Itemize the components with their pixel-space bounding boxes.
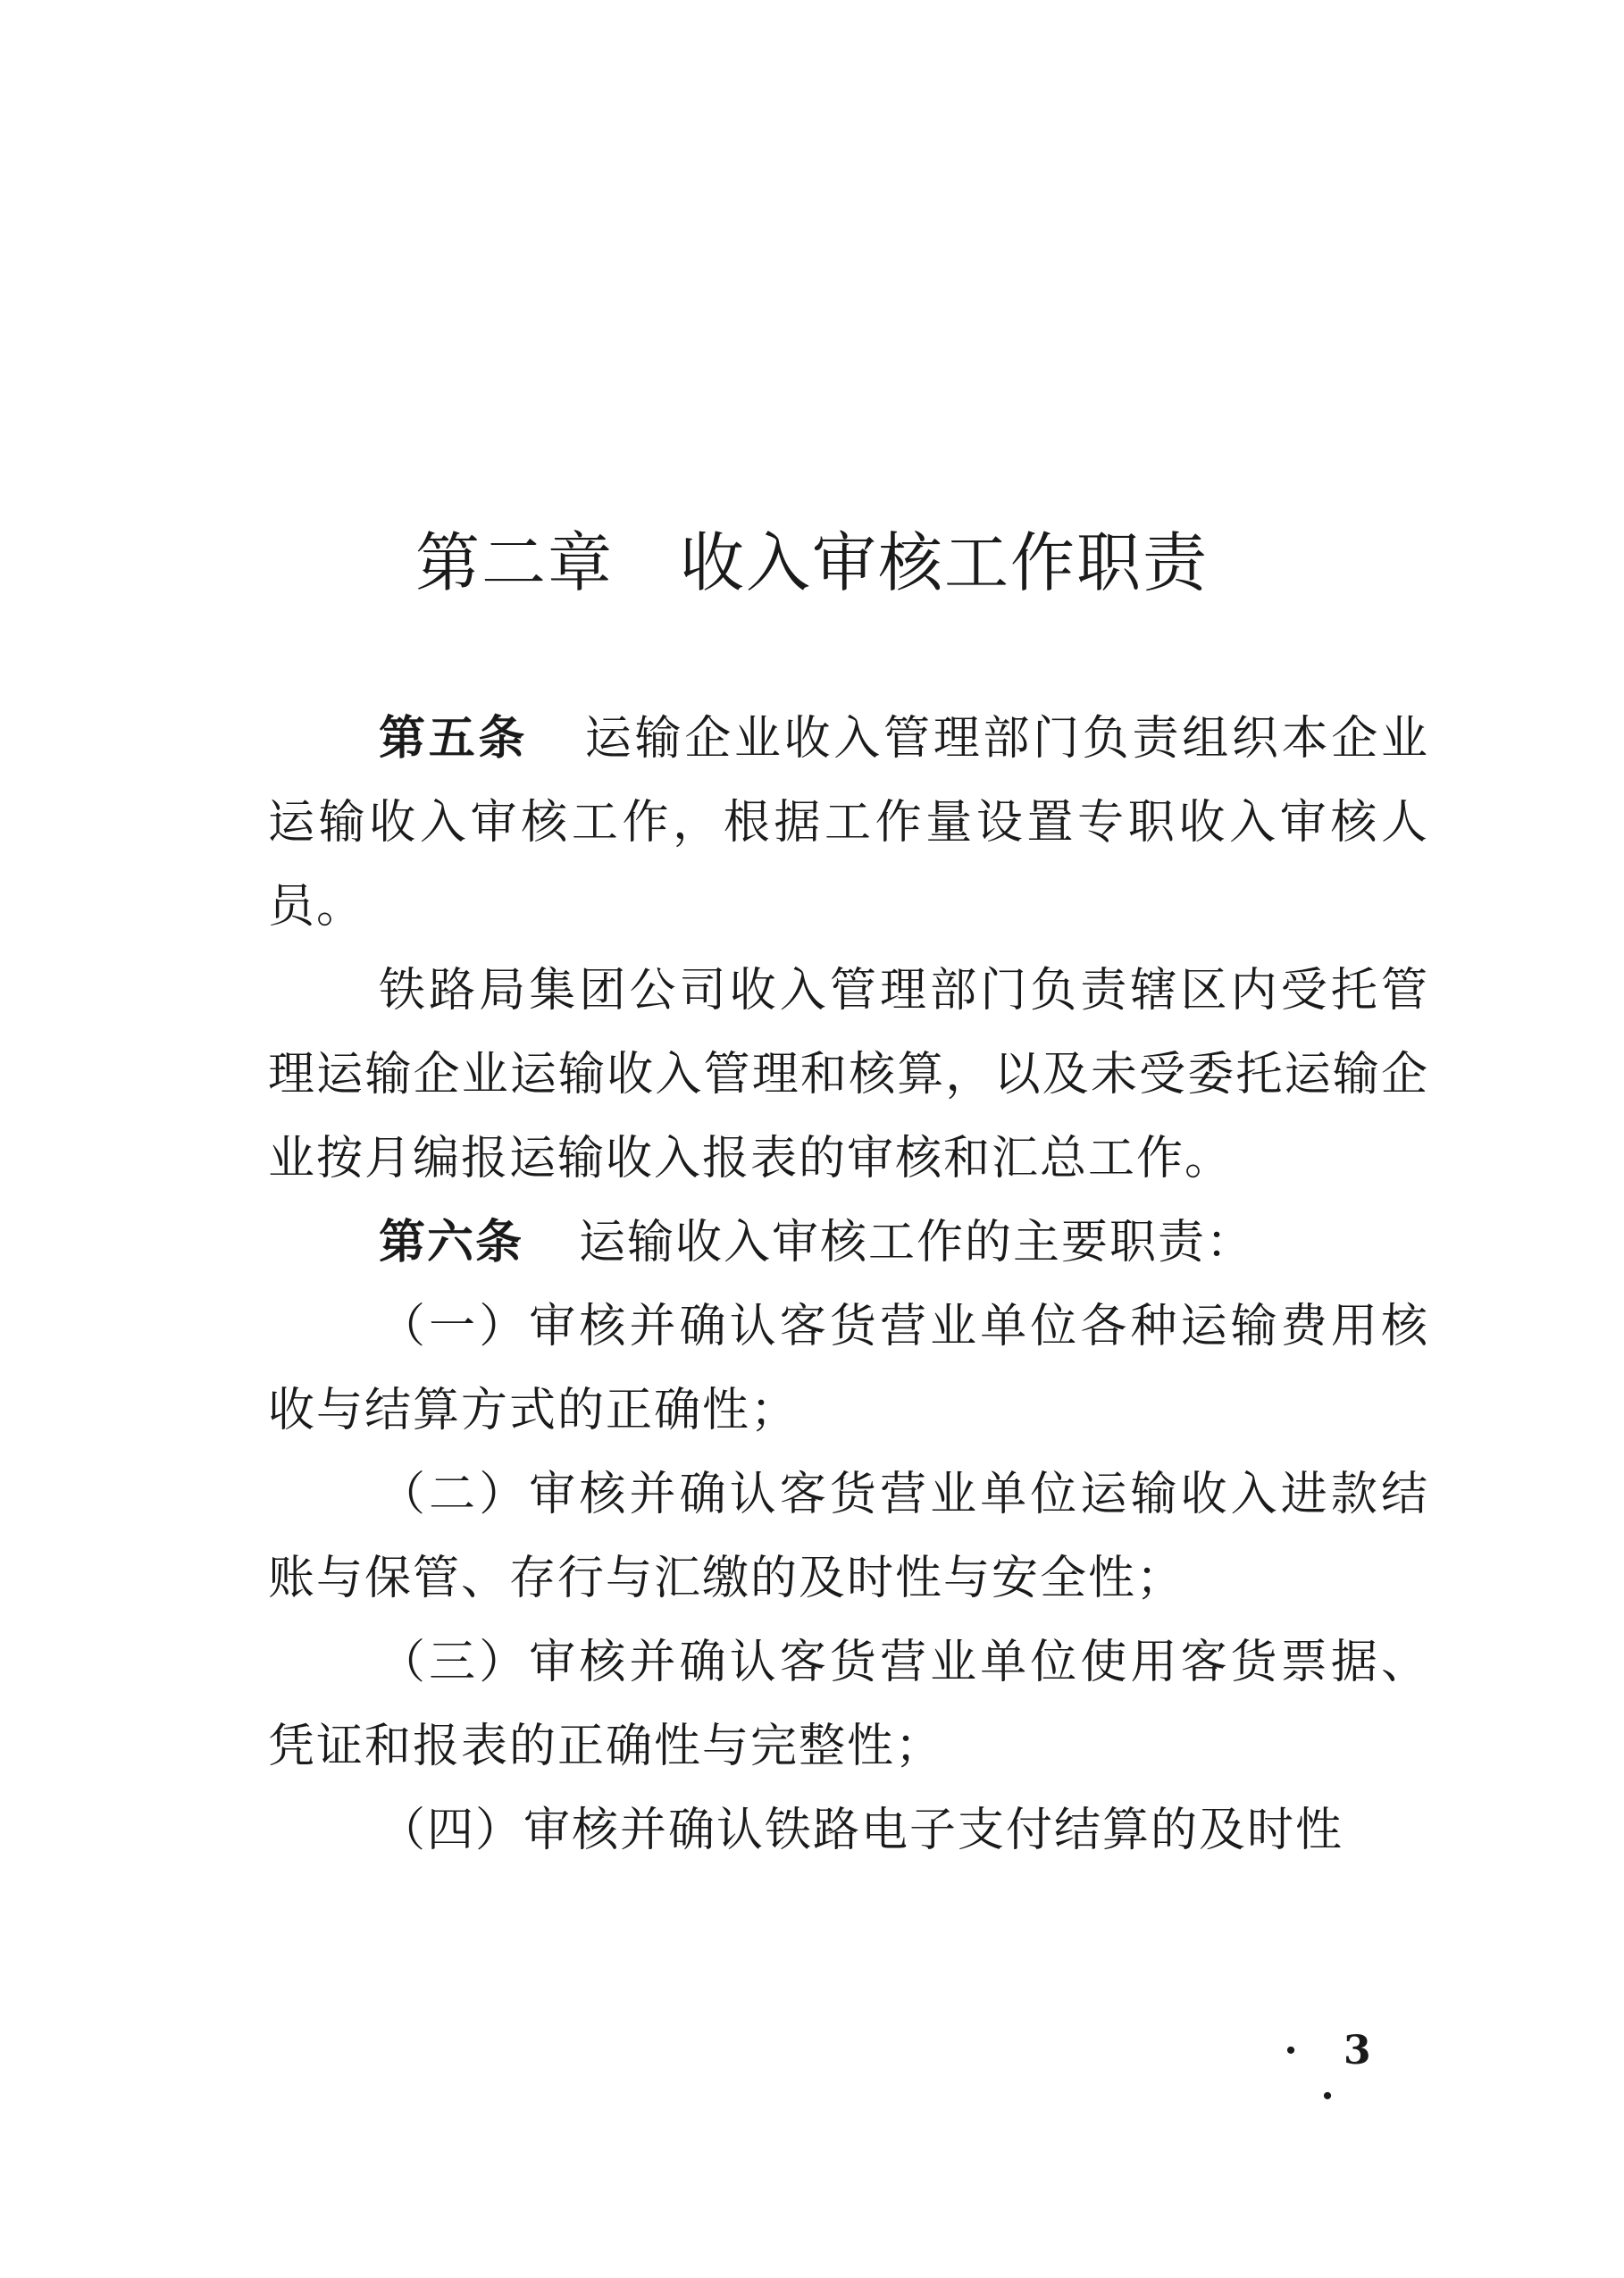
list-item — [268, 1453, 1429, 1621]
paragraph-article-5 — [268, 697, 1429, 949]
list-item — [268, 1285, 1429, 1453]
body-text — [268, 697, 1429, 1872]
article-number: 第六条 — [379, 1216, 524, 1269]
paragraph-article-6 — [268, 1201, 1429, 1285]
chapter-title: 第二章 收入审核工作职责 — [414, 525, 1209, 600]
article-number: 第五条 — [379, 712, 529, 766]
paragraph-text: 运输收入审核工作的主要职责： — [579, 1216, 1255, 1269]
paragraph — [268, 949, 1429, 1201]
list-item — [268, 1621, 1429, 1788]
paragraph-text: （四）审核并确认铁路电子支付结算的及时性 — [379, 1804, 1344, 1857]
paragraph-text: （三）审核并确认客货营业单位使用客货票据、凭证和报表的正确性与完整性； — [268, 1636, 1429, 1773]
list-item — [268, 1788, 1429, 1872]
paragraph-text: （一）审核并确认客货营业单位各种运输费用核收与结算方式的正确性； — [268, 1300, 1429, 1437]
paragraph-text: 铁路局集团公司收入管理部门负责辖区内受托管理运输企业运输收入管理和核算，以及未受委托运输企业按月编报运输收入报表的审核和汇总工作。 — [268, 964, 1429, 1185]
page-number: · 3 · — [1284, 2028, 1387, 2119]
paragraph-text: 运输企业收入管理部门负责组织本企业运输收入审核工作，根据工作量设置专职收入审核人员。 — [268, 712, 1429, 934]
paragraph-text: （二）审核并确认客货营业单位运输收入进款结账与保管、存行与汇缴的及时性与安全性； — [268, 1468, 1429, 1605]
